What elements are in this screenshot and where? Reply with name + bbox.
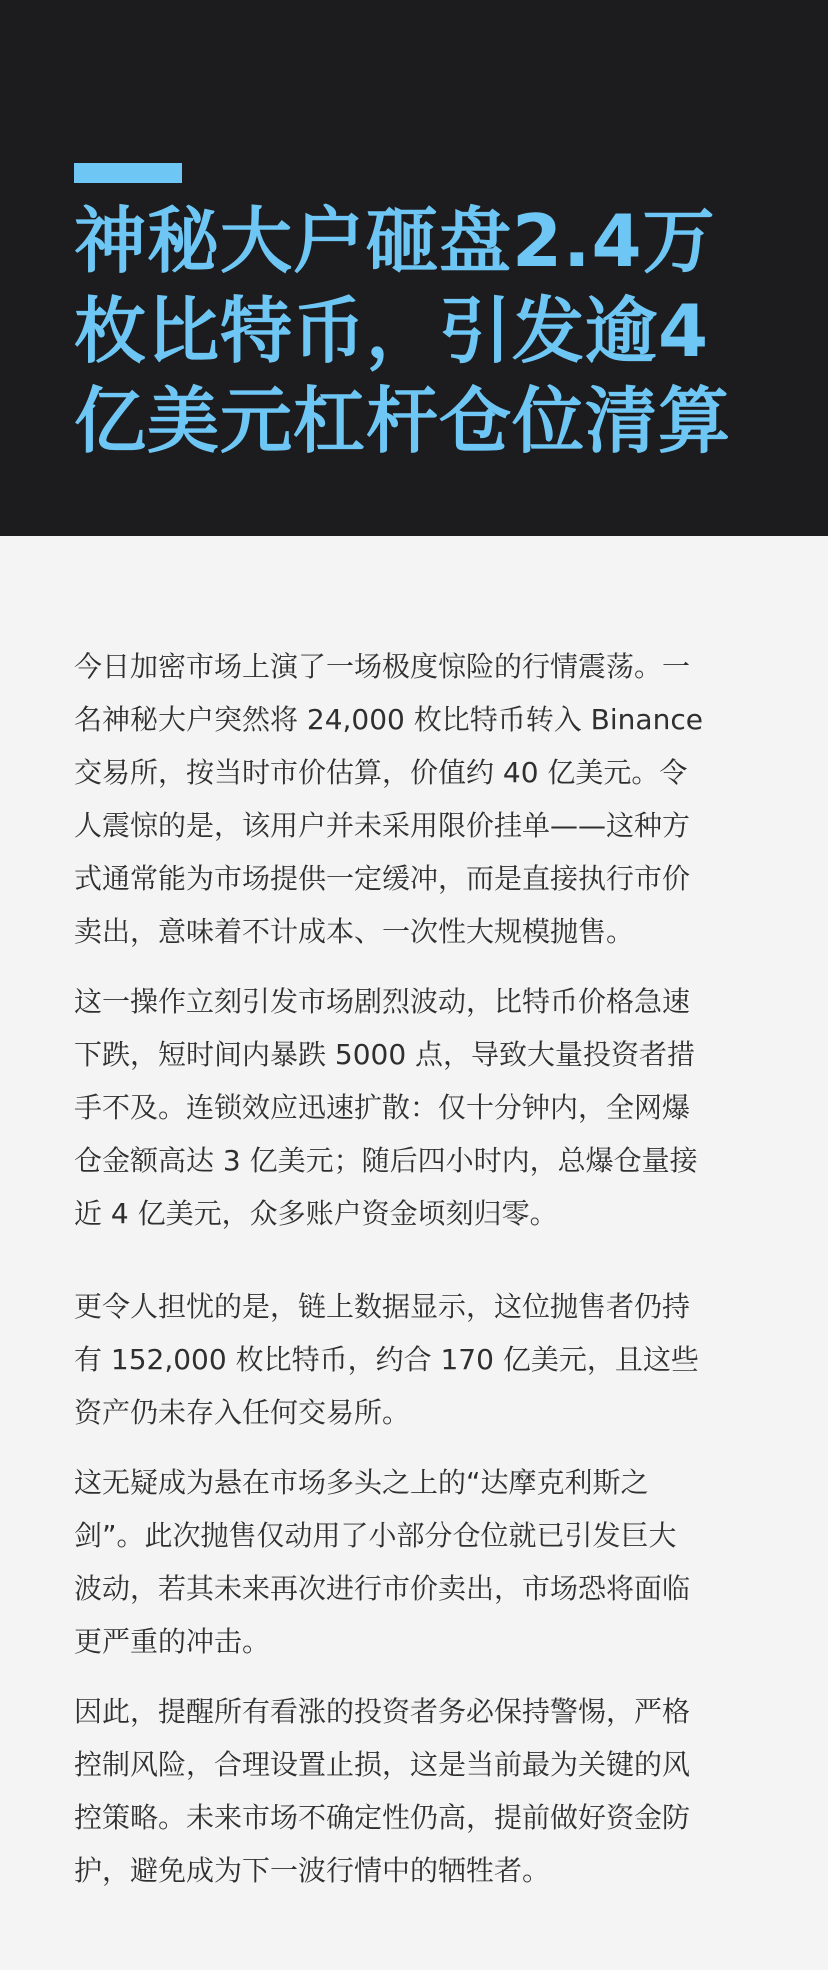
text-line: 交易所，按当时市价估算，价值约 40 亿美元。令: [74, 756, 688, 789]
text-line: 近 4 亿美元，众多账户资金顷刻归零。: [74, 1197, 558, 1230]
headline-line: 神秘大户砸盘2.4万: [74, 199, 716, 283]
text-line: 有 152,000 枚比特币，约合 170 亿美元，且这些: [74, 1343, 699, 1376]
paragraph-1: [74, 640, 756, 958]
header-banner: [0, 0, 828, 536]
text-line: 下跌，短时间内暴跌 5000 点，导致大量投资者措: [74, 1038, 696, 1071]
text-line: 护，避免成为下一波行情中的牺牲者。: [74, 1854, 551, 1887]
paragraph-4: [74, 1456, 756, 1668]
headline: [74, 196, 774, 466]
text-line: 手不及。连锁效应迅速扩散：仅十分钟内，全网爆: [74, 1091, 691, 1124]
text-line: 这一操作立刻引发市场剧烈波动，比特币价格急速: [74, 985, 691, 1018]
paragraph-5: [74, 1685, 756, 1897]
text-line: 这无疑成为悬在市场多头之上的“达摩克利斯之: [74, 1466, 649, 1499]
paragraph-3: [74, 1280, 756, 1439]
text-line: 卖出，意味着不计成本、一次性大规模抛售。: [74, 915, 635, 948]
text-line: 资产仍未存入任何交易所。: [74, 1396, 411, 1429]
text-line: 更严重的冲击。: [74, 1625, 271, 1658]
text-line: 控策略。未来市场不确定性仍高，提前做好资金防: [74, 1801, 691, 1834]
text-line: 更令人担忧的是，链上数据显示，这位抛售者仍持: [74, 1290, 691, 1323]
paragraph-2: [74, 975, 756, 1240]
text-line: 剑”。此次抛售仅动用了小部分仓位就已引发巨大: [74, 1519, 677, 1552]
headline-line: 亿美元杠杆仓位清算: [74, 379, 732, 463]
accent-bar: [74, 163, 182, 183]
text-line: 名神秘大户突然将 24,000 枚比特币转入 Binance: [74, 703, 703, 736]
text-line: 波动，若其未来再次进行市价卖出，市场恐将面临: [74, 1572, 691, 1605]
text-line: 式通常能为市场提供一定缓冲，而是直接执行市价: [74, 862, 691, 895]
text-line: 因此，提醒所有看涨的投资者务必保持警惕，严格: [74, 1695, 691, 1728]
text-line: 控制风险，合理设置止损，这是当前最为关键的风: [74, 1748, 691, 1781]
headline-line: 枚比特币，引发逾4: [74, 289, 710, 373]
text-line: 今日加密市场上演了一场极度惊险的行情震荡。一: [74, 650, 691, 683]
article-body: [74, 640, 756, 1897]
text-line: 仓金额高达 3 亿美元；随后四小时内，总爆仓量接: [74, 1144, 698, 1177]
text-line: 人震惊的是，该用户并未采用限价挂单——这种方: [74, 809, 691, 842]
